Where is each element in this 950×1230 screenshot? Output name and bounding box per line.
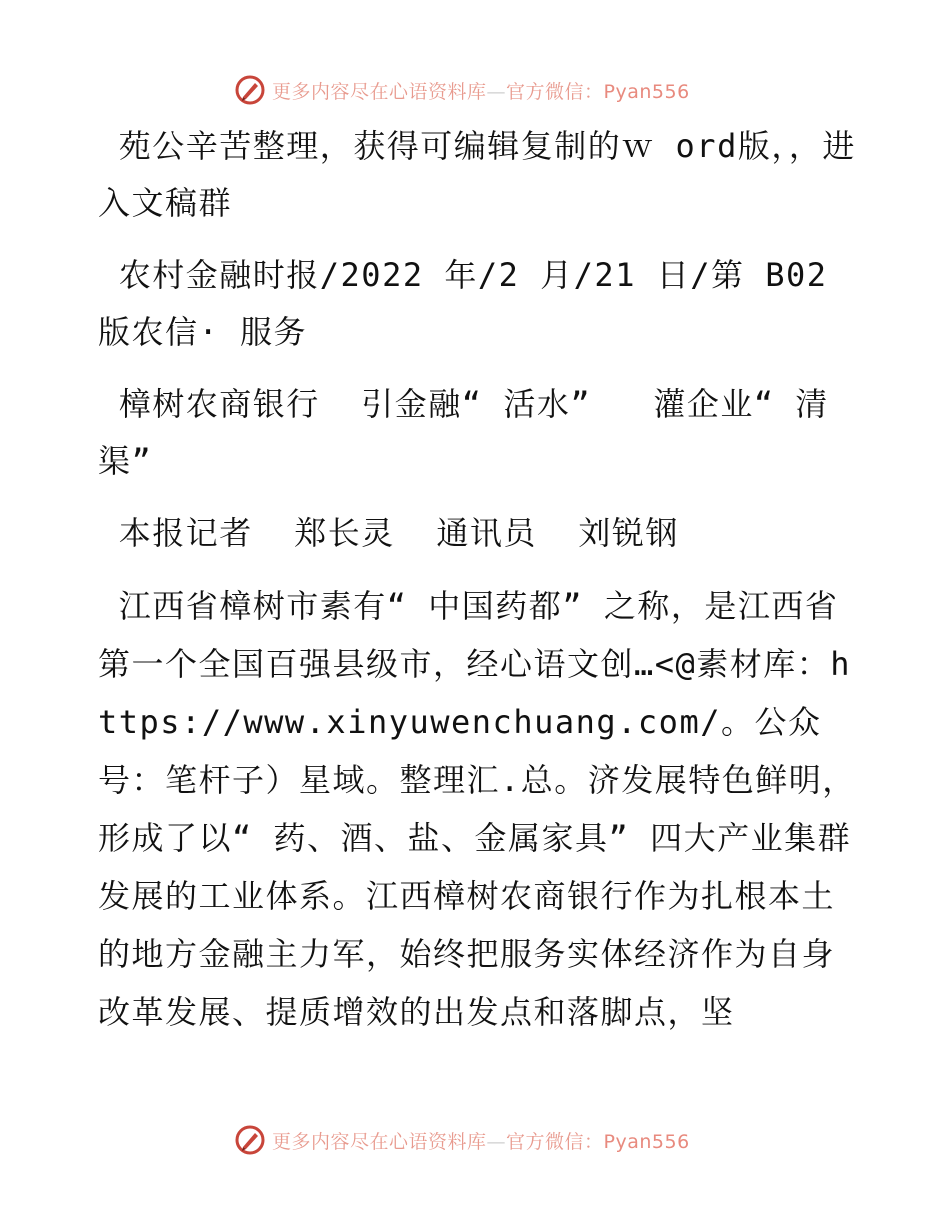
intro-paragraph: 苑公辛苦整理，获得可编辑复制的ｗ ord版，，进入文稿群 — [98, 127, 856, 222]
article-body — [98, 118, 858, 1041]
pen-circle-logo-icon — [234, 74, 266, 106]
footer-banner — [0, 1120, 950, 1160]
banner-site-text: 更多内容尽在心语资料库 — [272, 1130, 487, 1153]
article-headline: 樟树农商银行 引金融“ 活水” 灌企业“ 清渠” — [98, 385, 829, 480]
source-line: 农村金融时报/2022 年/2 月/21 日/第 B02 版农信· 服务 — [98, 256, 849, 351]
banner-dash: — — [486, 80, 507, 103]
pen-circle-logo-icon — [234, 1124, 266, 1156]
byline: 本报记者 郑长灵 通讯员 刘锐钢 — [98, 514, 679, 552]
banner-wechat-label: 官方微信： — [506, 80, 604, 103]
banner-wechat-label: 官方微信： — [506, 1130, 604, 1153]
banner-content — [234, 1124, 690, 1156]
banner-wechat-id: Pyan556 — [603, 1130, 690, 1153]
banner-wechat-id: Pyan556 — [603, 80, 690, 103]
banner-dash: — — [486, 1130, 507, 1153]
body-paragraph: 江西省樟树市素有“ 中国药都” 之称，是江西省第一个全国百强县级市，经心语文创…<@素材库：https://www.xinyuwenchuang.com/。公众号：笔杆子）星域。整理汇.总。济发展特色鲜明，形成了以“ 药、酒、盐、金属家具” 四大产业集群发展的工业体系。江西樟树农商银行作为扎根本土的地方金融主力军，始终把服务实体经济作为自身改革发展、提质增效的出发点和落脚点，坚 — [98, 587, 856, 1031]
banner-text — [272, 77, 690, 104]
banner-content — [234, 74, 690, 106]
banner-text — [272, 1127, 690, 1154]
header-banner — [0, 70, 950, 110]
banner-site-text: 更多内容尽在心语资料库 — [272, 80, 487, 103]
